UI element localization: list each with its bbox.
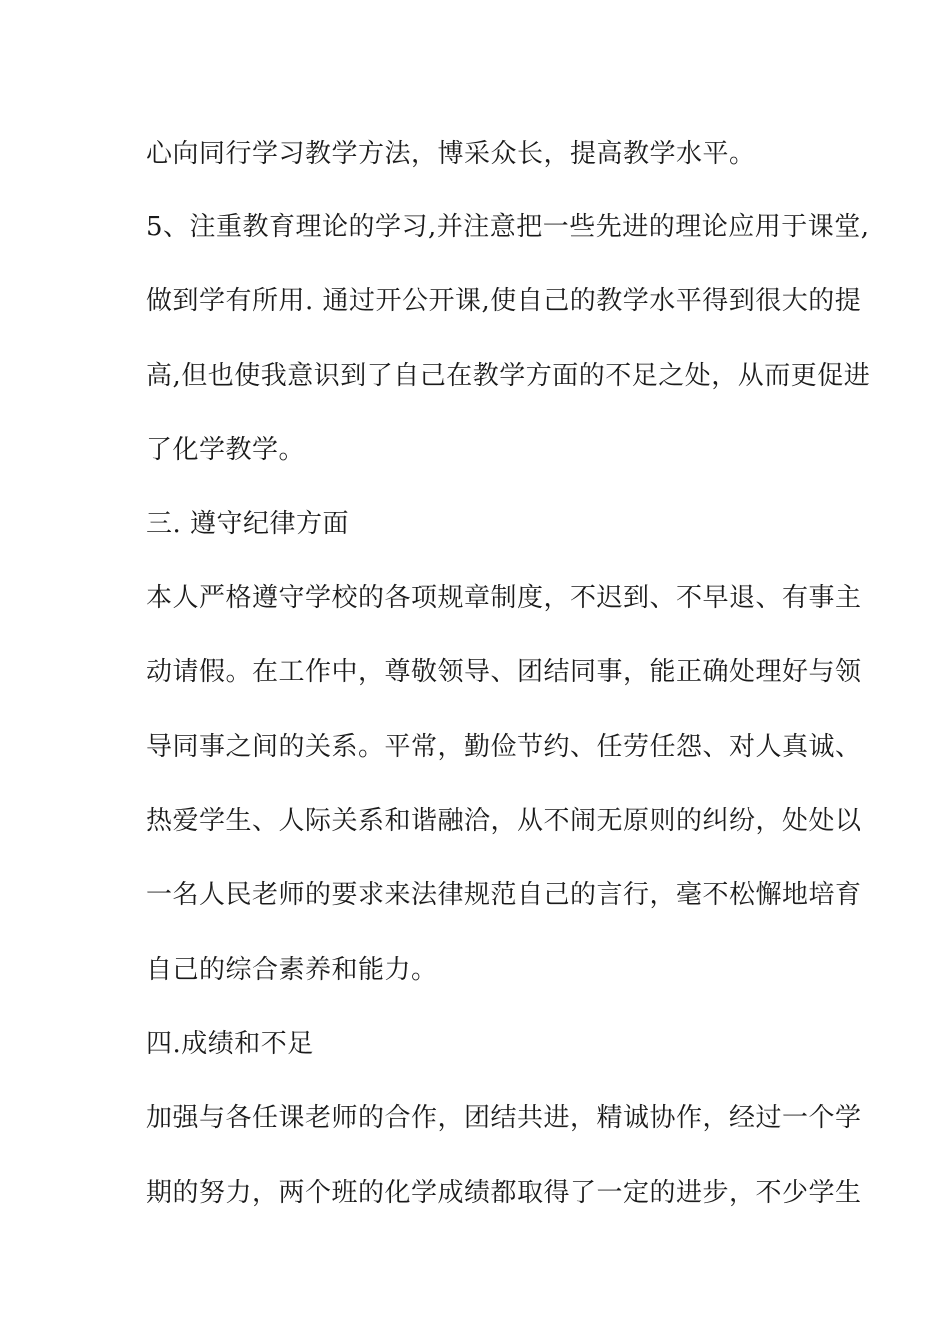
paragraph-line: 一名人民老师的要求来法律规范自己的言行，毫不松懈地培育	[146, 880, 862, 910]
paragraph-line: 自己的综合素养和能力。	[146, 955, 438, 985]
paragraph-line: 做到学有所用. 通过开公开课,使自己的教学水平得到很大的提	[146, 286, 862, 316]
paragraph-line: 加强与各任课老师的合作，团结共进，精诚协作，经过一个学	[146, 1103, 862, 1133]
paragraph-line: 动请假。在工作中，尊敬领导、团结同事，能正确处理好与领	[146, 657, 862, 687]
paragraph-line: 导同事之间的关系。平常，勤俭节约、任劳任怨、对人真诚、	[146, 732, 862, 762]
paragraph-line: 了化学教学。	[146, 435, 306, 465]
paragraph-line: 心向同行学习教学方法，博采众长，提高教学水平。	[146, 139, 756, 169]
paragraph-line: 本人严格遵守学校的各项规章制度，不迟到、不早退、有事主	[146, 583, 862, 613]
section-heading: 三. 遵守纪律方面	[146, 509, 350, 539]
section-heading: 四.成绩和不足	[146, 1029, 314, 1059]
paragraph-line: 期的努力，两个班的化学成绩都取得了一定的进步，不少学生	[146, 1178, 862, 1208]
paragraph-line: 热爱学生、人际关系和谐融洽，从不闹无原则的纠纷，处处以	[146, 806, 862, 836]
paragraph-line: 高,但也使我意识到了自己在教学方面的不足之处，从而更促进	[146, 361, 871, 391]
paragraph-line: 5、注重教育理论的学习,并注意把一些先进的理论应用于课堂,	[146, 212, 870, 242]
